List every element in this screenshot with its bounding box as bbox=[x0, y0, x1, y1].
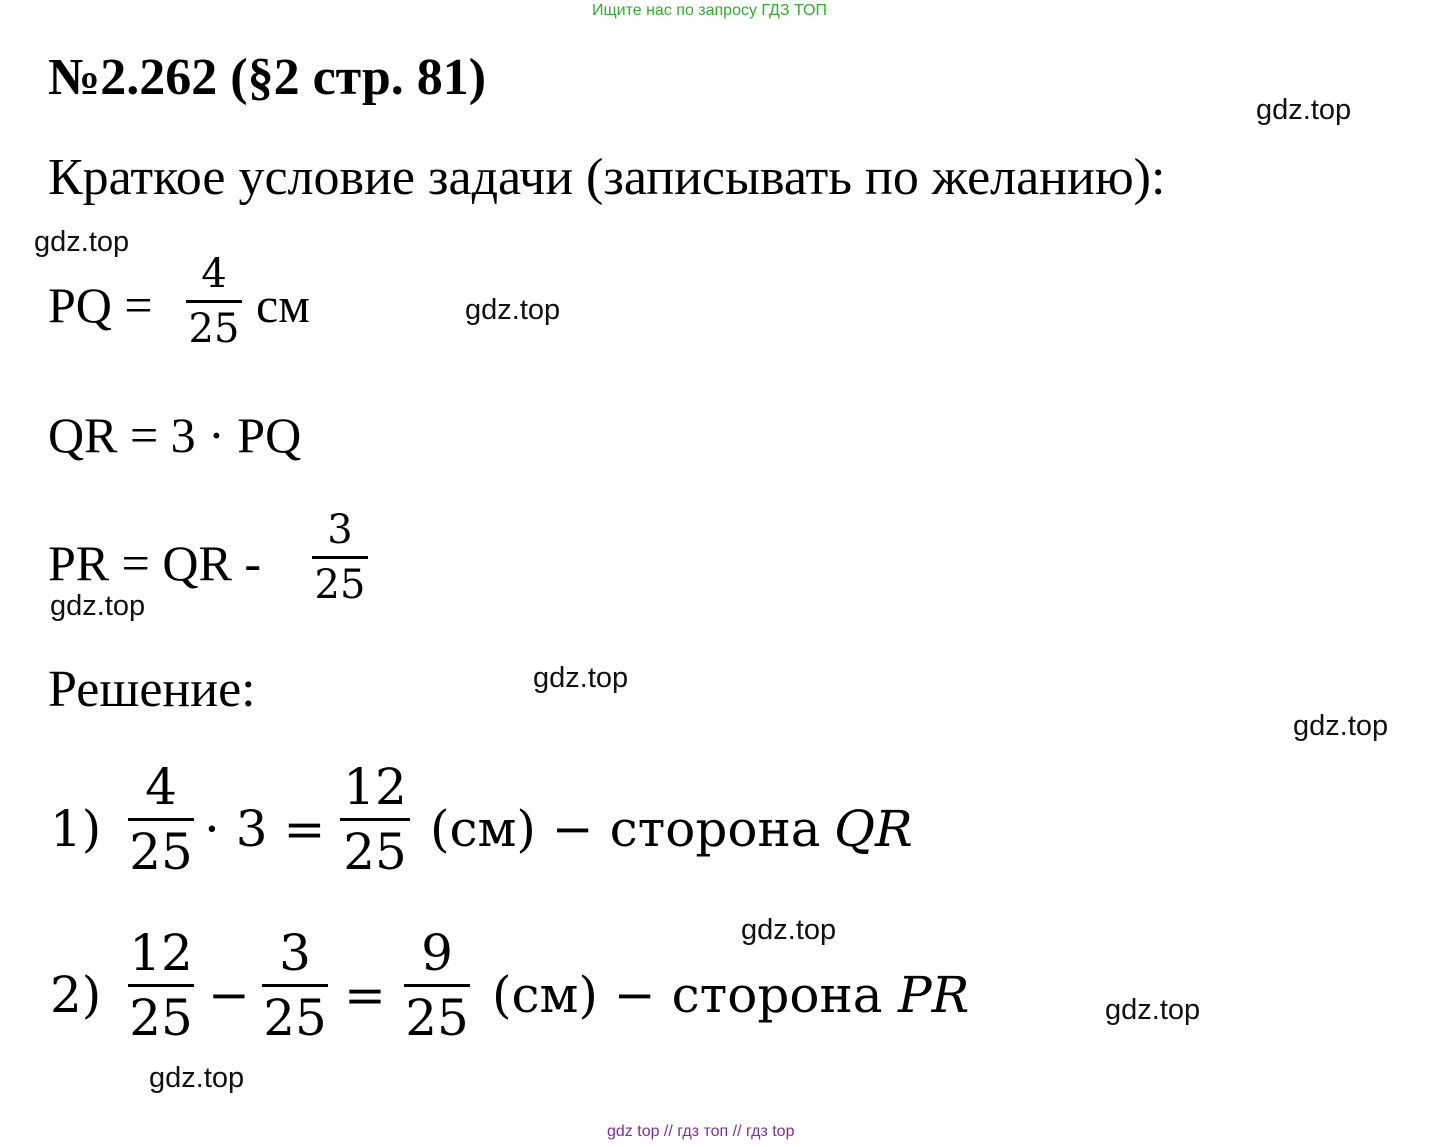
top-banner: Ищите нас по запросу ГДЗ ТОП bbox=[592, 2, 827, 19]
fraction-bar bbox=[186, 300, 242, 303]
given-pq-lhs: PQ = bbox=[48, 277, 153, 333]
fraction-denominator: 25 bbox=[188, 306, 240, 352]
given-qr: QR = 3 · PQ bbox=[48, 407, 302, 463]
given-pr-lhs: PR = QR - bbox=[48, 535, 261, 591]
fraction-numerator: 12 bbox=[129, 924, 193, 982]
watermark: gdz.top bbox=[741, 914, 837, 946]
watermark: gdz.top bbox=[50, 590, 146, 622]
watermark: gdz.top bbox=[465, 294, 561, 326]
given-pq-unit: см bbox=[256, 277, 310, 333]
fraction-denominator: 25 bbox=[129, 823, 193, 881]
step-1-variable: QR bbox=[834, 800, 913, 858]
step-2-fraction-1 bbox=[128, 924, 194, 1047]
fraction-denominator: 25 bbox=[129, 989, 193, 1047]
watermark: gdz.top bbox=[34, 226, 130, 258]
step-2-minus: − bbox=[208, 966, 250, 1024]
condition-heading: Краткое условие задачи (записывать по желанию): bbox=[48, 149, 1166, 206]
fraction-bar bbox=[262, 984, 328, 987]
page-title: №2.262 (§2 стр. 81) bbox=[48, 49, 487, 106]
fraction-numerator: 4 bbox=[201, 251, 227, 297]
step-2-label: 2) bbox=[50, 966, 102, 1024]
step-2-result-fraction bbox=[404, 924, 470, 1047]
fraction-numerator: 3 bbox=[327, 507, 353, 553]
watermark: gdz.top bbox=[1105, 994, 1201, 1026]
fraction-denominator: 25 bbox=[405, 989, 469, 1047]
watermark: gdz.top bbox=[1293, 710, 1389, 742]
step-2-equals: = bbox=[344, 966, 386, 1024]
step-1-label: 1) bbox=[50, 800, 102, 858]
given-pq-fraction bbox=[186, 251, 242, 352]
fraction-numerator: 4 bbox=[145, 758, 177, 816]
footer-watermark: gdz top // гдз топ // гдз top bbox=[607, 1123, 795, 1140]
step-2-fraction-2 bbox=[262, 924, 328, 1047]
fraction-bar bbox=[404, 984, 470, 987]
given-pr-fraction bbox=[312, 507, 368, 608]
fraction-numerator: 12 bbox=[343, 758, 407, 816]
fraction-bar bbox=[340, 818, 410, 821]
fraction-denominator: 25 bbox=[343, 823, 407, 881]
step-2-text: (см) − сторона bbox=[492, 966, 883, 1024]
solution-heading: Решение: bbox=[48, 661, 256, 718]
step-1-result-fraction bbox=[340, 758, 410, 881]
fraction-numerator: 3 bbox=[279, 924, 311, 982]
watermark: gdz.top bbox=[1256, 94, 1352, 126]
fraction-denominator: 25 bbox=[263, 989, 327, 1047]
watermark: gdz.top bbox=[149, 1062, 245, 1094]
step-1-text: (см) − сторона bbox=[430, 800, 821, 858]
fraction-numerator: 9 bbox=[421, 924, 453, 982]
step-1-operator: · 3 = bbox=[204, 800, 326, 858]
fraction-bar bbox=[312, 556, 368, 559]
fraction-bar bbox=[128, 818, 194, 821]
watermark: gdz.top bbox=[533, 662, 629, 694]
step-1-fraction-1 bbox=[128, 758, 194, 881]
fraction-denominator: 25 bbox=[314, 562, 366, 608]
fraction-bar bbox=[128, 984, 194, 987]
step-2-variable: PR bbox=[898, 966, 970, 1024]
